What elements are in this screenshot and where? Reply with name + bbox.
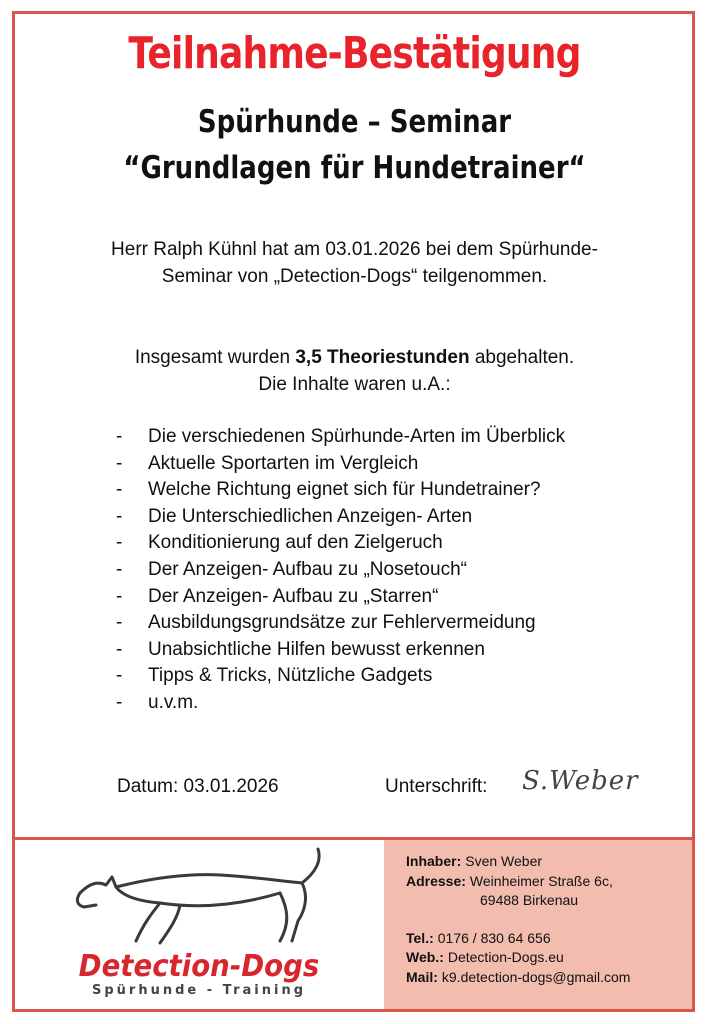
bullet-dash: -: [116, 665, 123, 687]
mail-link[interactable]: k9.detection-dogs@gmail.com: [441, 968, 631, 985]
dog-silhouette-icon: [40, 843, 340, 953]
bullet-dash: -: [116, 532, 123, 554]
contact-spacer: [406, 911, 630, 929]
topic-text: Tipps & Tricks, Nützliche Gadgets: [148, 665, 433, 687]
seminar-name: “Grundlagen für Hundetrainer“: [123, 150, 586, 186]
topic-text: Unabsichtliche Hilfen bewusst erkennen: [148, 638, 485, 660]
summary-suffix: abgehalten.: [469, 347, 575, 368]
summary-paragraph: [30, 344, 679, 398]
list-item: [116, 690, 565, 717]
intro-line-2: Seminar von „Detection-Dogs“ teilgenommen.: [161, 266, 548, 287]
contact-info: [406, 852, 630, 987]
summary-line-2: Die Inhalte waren u.A.:: [258, 374, 451, 395]
signature: S.Weber: [522, 766, 639, 796]
owner-label: Inhaber:: [406, 853, 462, 869]
bullet-dash: -: [116, 479, 123, 501]
intro-line-1: Herr Ralph Kühnl hat am 03.01.2026 bei dem Spürhunde-: [111, 239, 598, 260]
web-row: [406, 948, 630, 968]
web-link[interactable]: Detection-Dogs.eu: [447, 949, 564, 965]
bullet-dash: -: [116, 638, 123, 660]
bullet-dash: -: [116, 691, 123, 713]
topic-text: Der Anzeigen- Aufbau zu „Starren“: [148, 585, 439, 607]
summary-prefix: Insgesamt wurden: [134, 347, 296, 368]
address-line-2: 69488 Birkenau: [480, 892, 579, 908]
bullet-dash: -: [116, 452, 123, 474]
theory-hours: 3,5 Theoriestunden: [295, 347, 470, 368]
list-item: [116, 557, 565, 584]
topic-text: Welche Richtung eignet sich für Hundetrainer?: [148, 479, 541, 501]
signature-label: Unterschrift:: [385, 776, 488, 797]
topic-text: Der Anzeigen- Aufbau zu „Nosetouch“: [148, 558, 467, 580]
bullet-dash: -: [116, 612, 123, 634]
certificate-title: Teilnahme-Bestätigung: [128, 28, 581, 79]
phone-row: [406, 929, 630, 949]
topic-text: Ausbildungsgrundsätze zur Fehlervermeidung: [148, 612, 536, 634]
topic-list: [116, 424, 565, 717]
topic-text: Die Unterschiedlichen Anzeigen- Arten: [148, 505, 473, 527]
list-item: [116, 584, 565, 611]
address-label: Adresse:: [406, 872, 466, 889]
address-row: [406, 872, 630, 892]
topic-text: Die verschiedenen Spürhunde-Arten im Überblick: [148, 426, 566, 447]
seminar-subtitle: Spürhunde – Seminar: [197, 104, 512, 140]
owner-value: Sven Weber: [465, 853, 543, 869]
list-item: [116, 477, 565, 504]
bullet-dash: -: [116, 505, 123, 527]
list-item: [116, 424, 565, 451]
topic-text: Konditionierung auf den Zielgeruch: [148, 532, 443, 554]
list-item: [116, 451, 565, 478]
topic-text: u.v.m.: [148, 691, 199, 713]
list-item: [116, 610, 565, 637]
brand-logo-text: Detection-Dogs: [78, 949, 320, 984]
bullet-dash: -: [116, 585, 123, 607]
topic-text: Aktuelle Sportarten im Vergleich: [148, 452, 419, 474]
phone-value: 0176 / 830 64 656: [437, 929, 551, 946]
brand-tagline: Spürhunde - Training: [91, 983, 307, 998]
bullet-dash: -: [116, 426, 123, 447]
address-line-1: Weinheimer Straße 6c,: [469, 872, 613, 889]
bullet-dash: -: [116, 558, 123, 580]
owner-row: [406, 852, 630, 872]
summary-line-1: [30, 344, 679, 371]
mail-label: Mail:: [406, 968, 438, 985]
list-item: [116, 504, 565, 531]
phone-label: Tel.:: [406, 929, 434, 946]
date-field: Datum: 03.01.2026: [117, 776, 279, 797]
intro-paragraph: [30, 236, 679, 290]
web-label: Web.:: [406, 949, 444, 965]
list-item: [116, 530, 565, 557]
list-item: [116, 663, 565, 690]
mail-row: [406, 968, 630, 988]
list-item: [116, 637, 565, 664]
